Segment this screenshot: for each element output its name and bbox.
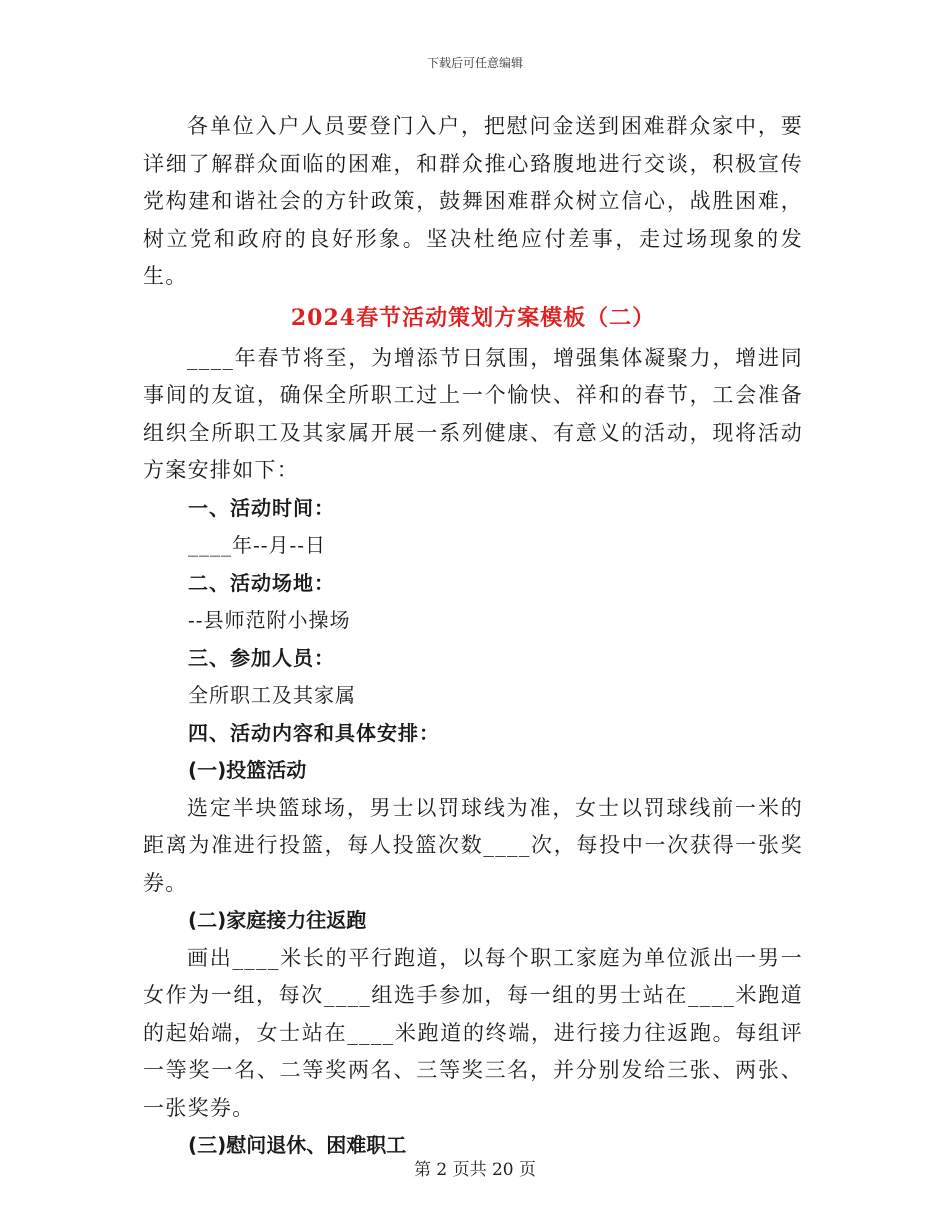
section-heading-content: 四、活动内容和具体安排： <box>188 720 440 745</box>
document-title: 2024春节活动策划方案模板（二） <box>290 304 656 331</box>
item-paragraph-relay: 画出____米长的平行跑道，以每个职工家庭为单位派出一男一女作为一组，每次____组选手参加，每一组的男士站在____米跑道的起始端，女士站在____米跑道的终端，进行接力往返跑。每组评一等奖一名、二等奖两名、三等奖三名，并分别发给三张、两张、一张奖券。 <box>143 945 803 1120</box>
intro-paragraph: 各单位入户人员要登门入户，把慰问金送到困难群众家中，要详细了解群众面临的困难，和群众推心臵腹地进行交谈，积极宣传党构建和谐社会的方针政策，鼓舞困难群众树立信心，战胜困难，树立党和政府的良好形象。坚决杜绝应付差事，走过场现象的发生。 <box>143 114 803 288</box>
item-heading-basketball: (一)投篮活动 <box>188 758 307 782</box>
page-header-note: 下载后可任意编辑 <box>426 56 523 70</box>
item-heading-relay: (二)家庭接力往返跑 <box>188 908 367 932</box>
opening-paragraph: ____年春节将至，为增添节日氛围，增强集体凝聚力，增进同事间的友谊，确保全所职工过上一个愉快、祥和的春节，工会准备组织全所职工及其家属开展一系列健康、有意义的活动，现将活动方案安排如下： <box>143 345 803 482</box>
section-value-time: ____年--月--日 <box>188 533 327 557</box>
section-value-venue: --县师范附小操场 <box>188 608 351 632</box>
section-heading-participants: 三、参加人员： <box>188 645 335 670</box>
item-heading-visit: (三)慰问退休、困难职工 <box>188 1133 407 1157</box>
section-value-participants: 全所职工及其家属 <box>188 683 356 707</box>
document-body <box>143 108 803 1165</box>
section-heading-venue: 二、活动场地： <box>188 570 335 595</box>
item-paragraph-basketball: 选定半块篮球场，男士以罚球线为准，女士以罚球线前一米的距离为准进行投篮，每人投篮次数____次，每投中一次获得一张奖券。 <box>143 795 803 895</box>
section-heading-time: 一、活动时间： <box>188 495 335 520</box>
page-number: 第 2 页共 20 页 <box>413 1160 537 1180</box>
